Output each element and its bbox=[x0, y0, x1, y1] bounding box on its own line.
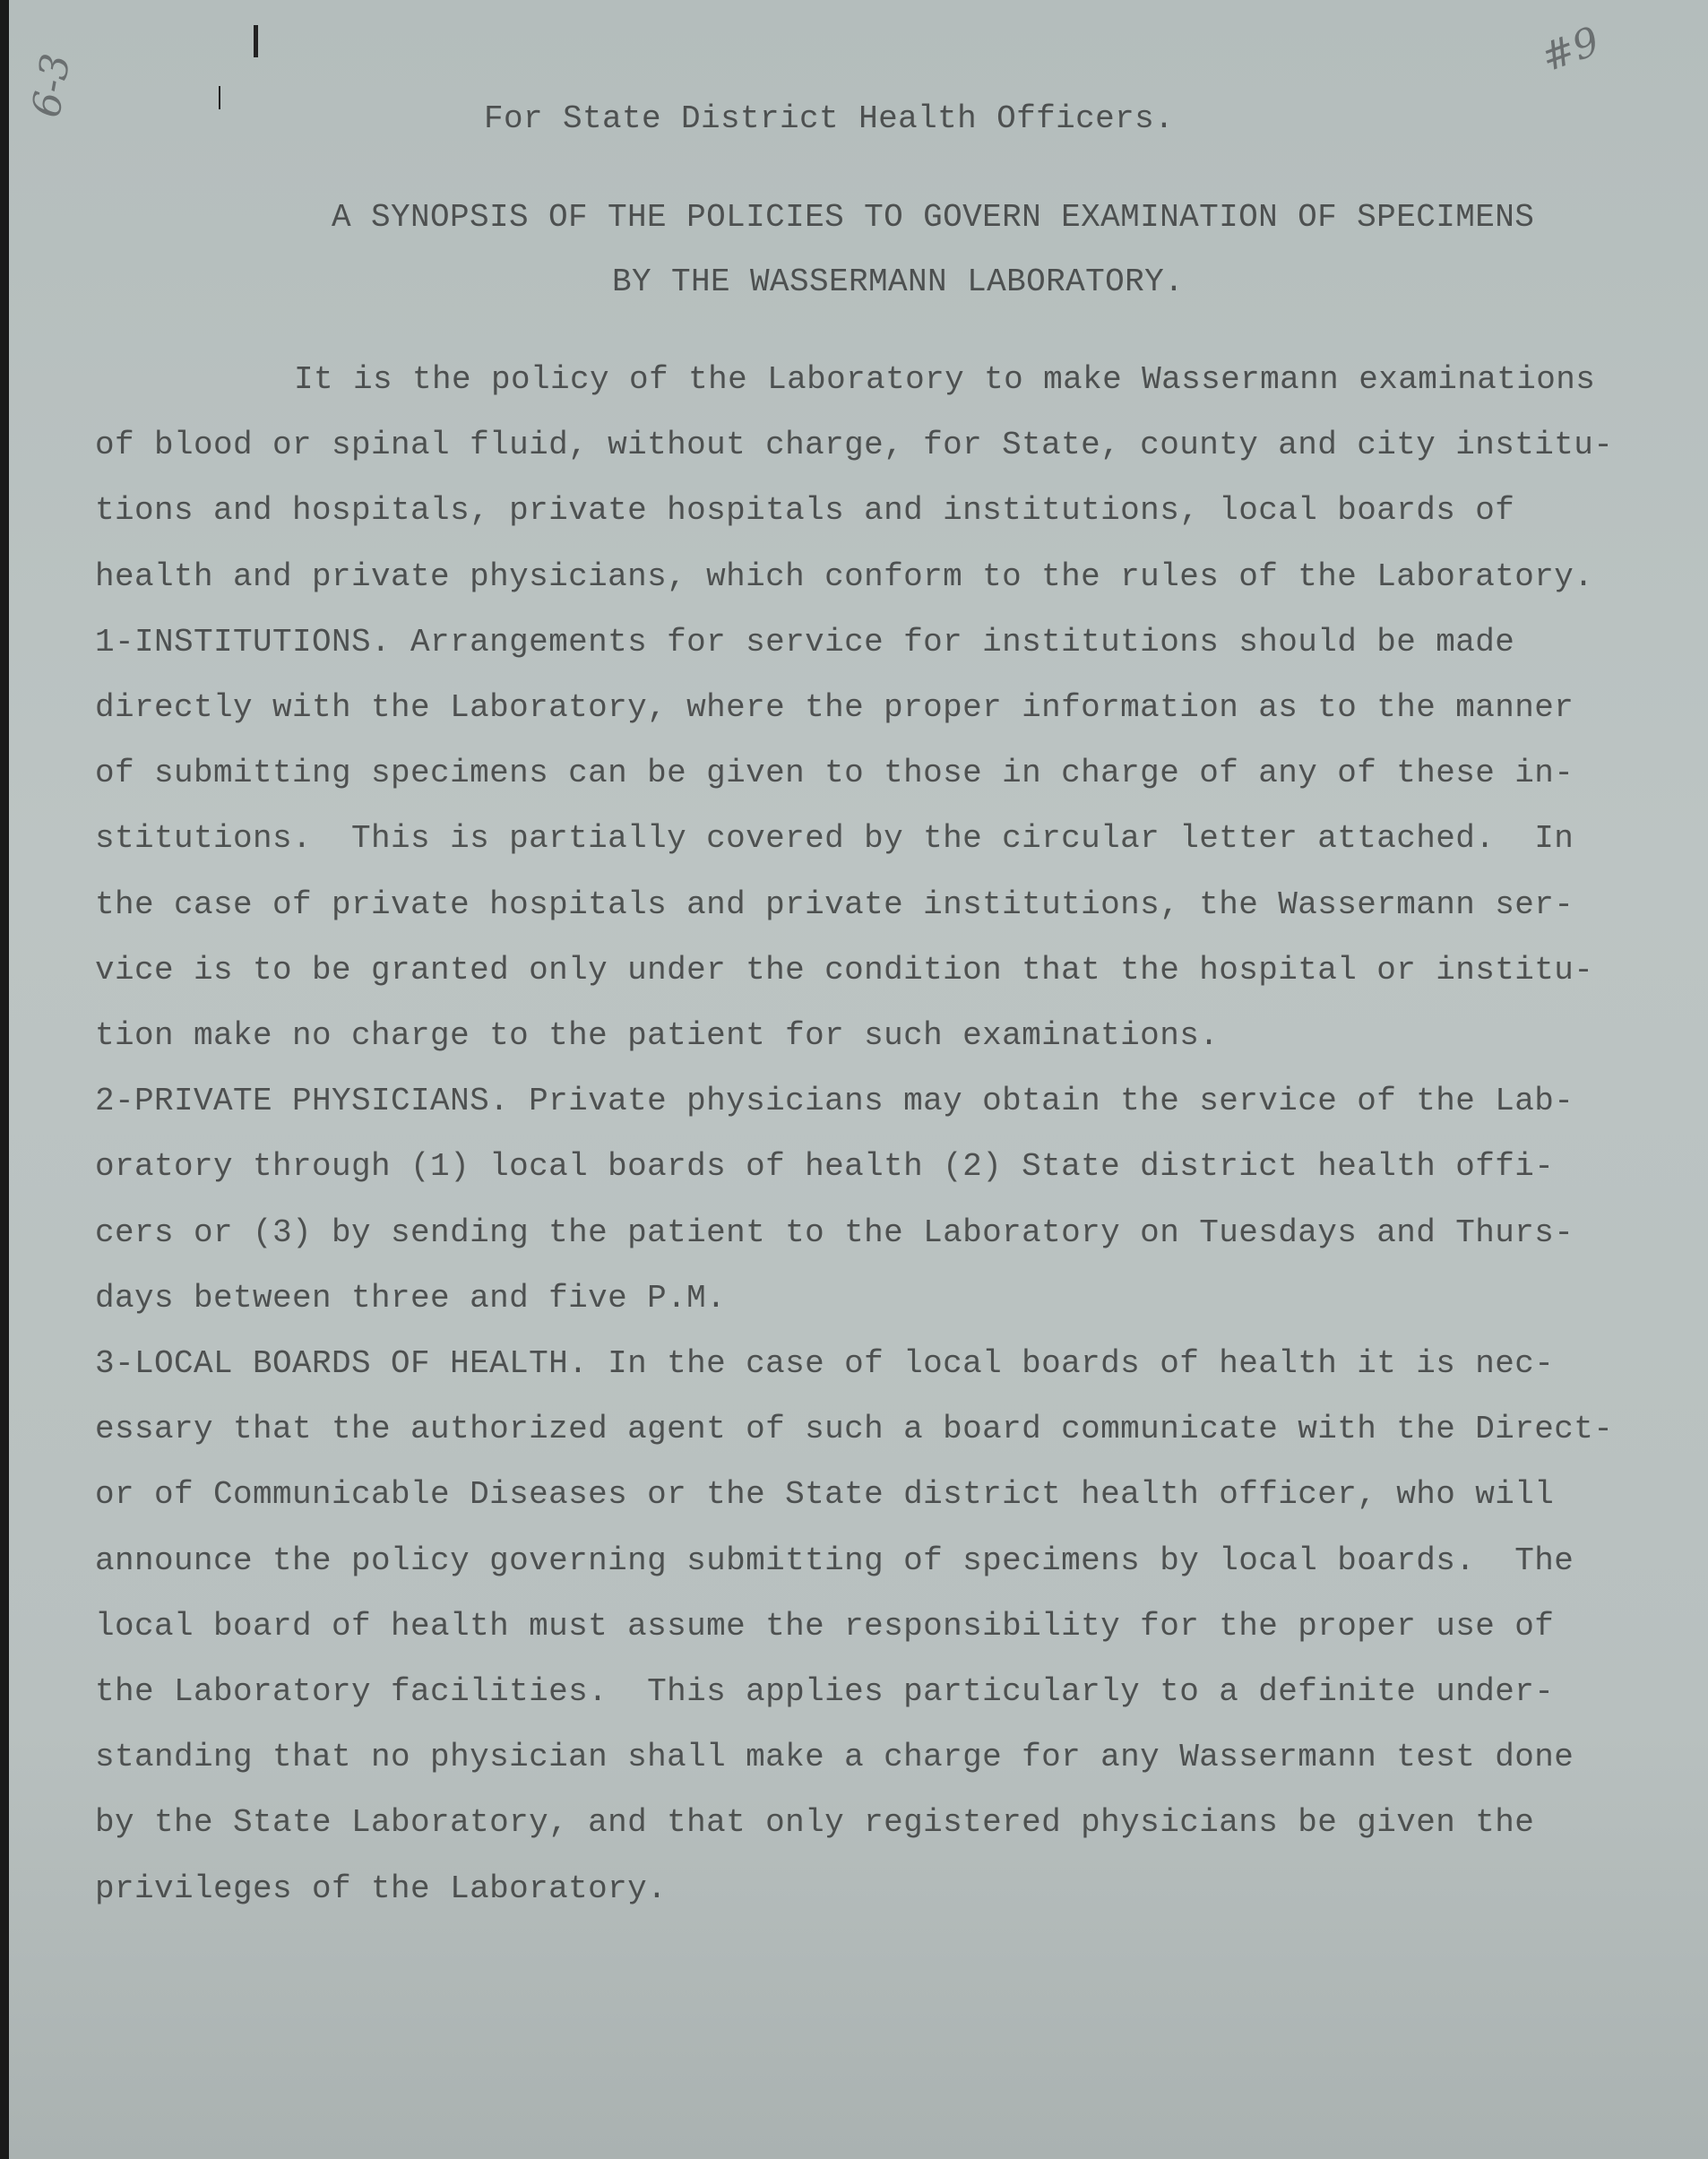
body-line: the case of private hospitals and private institutions, the Wassermann ser- bbox=[95, 885, 1574, 923]
body-line: 1-INSTITUTIONS. Arrangements for service for institutions should be made bbox=[95, 623, 1515, 661]
body-line: or of Communicable Diseases or the State district health officer, who will bbox=[95, 1476, 1555, 1514]
body-line: announce the policy governing submitting of specimens by local boards. The bbox=[95, 1542, 1574, 1579]
body-line: health and private physicians, which conform to the rules of the Laboratory. bbox=[95, 557, 1594, 595]
body-line: It is the policy of the Laboratory to make Wassermann examinations bbox=[294, 361, 1596, 398]
body-line: the Laboratory facilities. This applies particularly to a definite under- bbox=[95, 1673, 1555, 1710]
body-line: local board of health must assume the responsibility for the proper use of bbox=[95, 1607, 1555, 1645]
body-line: by the State Laboratory, and that only registered physicians be given the bbox=[95, 1804, 1535, 1842]
ink-mark bbox=[219, 86, 220, 109]
body-line: essary that the authorized agent of such a board communicate with the Direct- bbox=[95, 1411, 1614, 1448]
body-line: 3-LOCAL BOARDS OF HEALTH. In the case of local boards of health it is nec- bbox=[95, 1345, 1555, 1382]
body-line: oratory through (1) local boards of health (2) State district health offi- bbox=[95, 1148, 1555, 1186]
document-title: BY THE WASSERMANN LABORATORY. bbox=[612, 263, 1185, 300]
handwritten-number: #9 bbox=[1535, 18, 1606, 82]
body-line: directly with the Laboratory, where the proper information as to the manner bbox=[95, 689, 1574, 726]
handwritten-page-ref: 6-3 bbox=[23, 50, 80, 121]
body-line: standing that no physician shall make a charge for any Wassermann test done bbox=[95, 1739, 1574, 1776]
body-line: vice is to be granted only under the condition that the hospital or institu- bbox=[95, 951, 1594, 989]
body-line: stitutions. This is partially covered by the circular letter attached. In bbox=[95, 820, 1574, 858]
document-header: For State District Health Officers. bbox=[484, 100, 1175, 137]
document-title: A SYNOPSIS OF THE POLICIES TO GOVERN EXAMINATION OF SPECIMENS bbox=[332, 199, 1535, 236]
body-line: tion make no charge to the patient for such examinations. bbox=[95, 1017, 1220, 1054]
body-line: of submitting specimens can be given to those in charge of any of these in- bbox=[95, 755, 1574, 792]
body-line: privileges of the Laboratory. bbox=[95, 1870, 668, 1907]
body-line: cers or (3) by sending the patient to the Laboratory on Tuesdays and Thurs- bbox=[95, 1213, 1574, 1251]
body-line: 2-PRIVATE PHYSICIANS. Private physicians may obtain the service of the Lab- bbox=[95, 1083, 1574, 1120]
body-line: tions and hospitals, private hospitals and institutions, local boards of bbox=[95, 492, 1515, 530]
ink-mark bbox=[254, 25, 258, 57]
body-line: days between three and five P.M. bbox=[95, 1279, 727, 1317]
scan-edge bbox=[0, 0, 9, 2159]
body-line: of blood or spinal fluid, without charge, for State, county and city institu- bbox=[95, 427, 1614, 464]
